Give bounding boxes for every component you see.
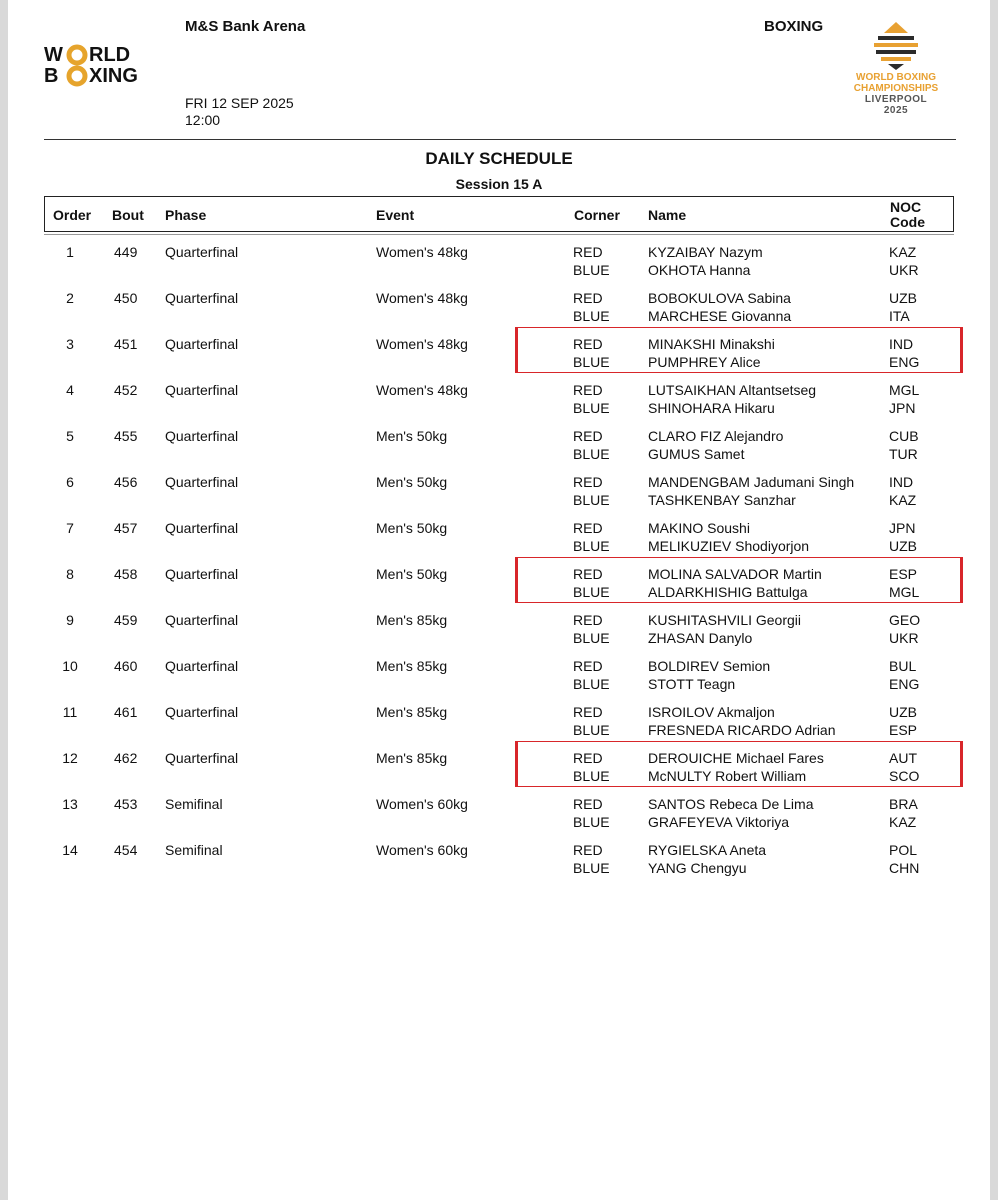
blue-corner-boxer-name: MARCHESE Giovanna	[648, 308, 792, 324]
bout-event: Men's 50kg	[376, 520, 448, 536]
event-date: FRI 12 SEP 2025	[185, 95, 294, 111]
bout-phase: Quarterfinal	[165, 704, 239, 720]
red-corner-noc-code: KAZ	[889, 244, 917, 260]
blue-corner-label: BLUE	[573, 538, 610, 554]
red-corner-noc-code: POL	[889, 842, 918, 858]
blue-corner-label: BLUE	[573, 400, 610, 416]
championships-line-1: WORLD BOXING	[856, 72, 936, 83]
bout-number: 457	[114, 520, 138, 536]
red-corner-noc-code: BRA	[889, 796, 918, 812]
bout-number: 454	[114, 842, 138, 858]
bout-event: Men's 85kg	[376, 750, 448, 766]
bout-phase: Quarterfinal	[165, 474, 239, 490]
red-corner-boxer-name: BOBOKULOVA Sabina	[648, 290, 791, 306]
bout-event: Women's 48kg	[376, 290, 468, 306]
bout-event: Women's 60kg	[376, 842, 468, 858]
blue-corner-label: BLUE	[573, 630, 610, 646]
column-header-order: Order	[53, 207, 92, 223]
blue-corner-label: BLUE	[573, 768, 610, 784]
document-title: DAILY SCHEDULE	[425, 149, 573, 168]
blue-corner-boxer-name: GRAFEYEVA Viktoriya	[648, 814, 790, 830]
bout-phase: Quarterfinal	[165, 244, 239, 260]
table-row	[44, 282, 954, 328]
red-corner-noc-code: AUT	[889, 750, 917, 766]
bout-number: 449	[114, 244, 138, 260]
red-corner-noc-code: IND	[889, 336, 914, 352]
svg-text:RLD: RLD	[89, 44, 131, 66]
bout-phase: Semifinal	[165, 796, 223, 812]
bout-event: Men's 50kg	[376, 566, 448, 582]
red-corner-boxer-name: SANTOS Rebeca De Lima	[648, 796, 814, 812]
red-corner-label: RED	[573, 658, 603, 674]
bout-phase: Quarterfinal	[165, 428, 239, 444]
red-corner-boxer-name: MINAKSHI Minakshi	[648, 336, 775, 352]
red-corner-noc-code: UZB	[889, 290, 917, 306]
red-corner-noc-code: IND	[889, 474, 914, 490]
bout-order: 13	[62, 796, 78, 812]
bout-event: Men's 85kg	[376, 658, 448, 674]
bout-phase: Quarterfinal	[165, 612, 239, 628]
column-header-noc-line2: Code	[890, 214, 925, 230]
blue-corner-noc-code: KAZ	[889, 492, 917, 508]
column-header-event: Event	[376, 207, 415, 223]
table-row	[44, 420, 954, 466]
table-row	[44, 466, 954, 512]
bout-order: 7	[66, 520, 74, 536]
championships-line-4: 2025	[883, 105, 909, 116]
championships-emblem-icon	[868, 20, 924, 72]
championships-logo	[842, 20, 950, 116]
bout-order: 2	[66, 290, 74, 306]
blue-corner-noc-code: CHN	[889, 860, 920, 876]
table-row	[44, 650, 954, 696]
highlight-box	[515, 741, 963, 787]
bout-number: 461	[114, 704, 138, 720]
table-row	[44, 374, 954, 420]
blue-corner-noc-code: MGL	[889, 584, 920, 600]
blue-corner-noc-code: UZB	[889, 538, 917, 554]
blue-corner-boxer-name: YANG Chengyu	[648, 860, 747, 876]
table-row	[44, 604, 954, 650]
blue-corner-label: BLUE	[573, 814, 610, 830]
bout-number: 452	[114, 382, 138, 398]
blue-corner-noc-code: ENG	[889, 676, 920, 692]
blue-corner-label: BLUE	[573, 492, 610, 508]
bout-phase: Quarterfinal	[165, 750, 239, 766]
championships-line-3: LIVERPOOL	[864, 94, 928, 105]
bout-number: 456	[114, 474, 138, 490]
bout-order: 5	[66, 428, 74, 444]
bout-order: 1	[66, 244, 74, 260]
red-corner-label: RED	[573, 336, 603, 352]
bout-number: 459	[114, 612, 138, 628]
bout-phase: Quarterfinal	[165, 382, 239, 398]
blue-corner-label: BLUE	[573, 308, 610, 324]
bout-order: 14	[62, 842, 78, 858]
blue-corner-noc-code: ITA	[889, 308, 910, 324]
bout-order: 9	[66, 612, 74, 628]
column-header-bout: Bout	[112, 207, 144, 223]
bout-order: 8	[66, 566, 74, 582]
bout-event: Women's 60kg	[376, 796, 468, 812]
bout-phase: Quarterfinal	[165, 520, 239, 536]
red-corner-noc-code: MGL	[889, 382, 920, 398]
bout-phase: Quarterfinal	[165, 658, 239, 674]
bout-phase: Semifinal	[165, 842, 223, 858]
blue-corner-noc-code: UKR	[889, 262, 919, 278]
red-corner-label: RED	[573, 704, 603, 720]
bout-order: 10	[62, 658, 78, 674]
session-label: Session 15 A	[455, 176, 543, 192]
bout-order: 3	[66, 336, 74, 352]
blue-corner-noc-code: JPN	[889, 400, 916, 416]
red-corner-boxer-name: MAKINO Soushi	[648, 520, 750, 536]
blue-corner-boxer-name: TASHKENBAY Sanzhar	[648, 492, 796, 508]
red-corner-noc-code: CUB	[889, 428, 919, 444]
bout-number: 453	[114, 796, 138, 812]
table-row	[44, 696, 954, 742]
world-boxing-wordmark-icon	[44, 44, 169, 88]
red-corner-label: RED	[573, 842, 603, 858]
red-corner-label: RED	[573, 244, 603, 260]
blue-corner-boxer-name: MELIKUZIEV Shodiyorjon	[648, 538, 810, 554]
red-corner-label: RED	[573, 612, 603, 628]
bout-number: 451	[114, 336, 138, 352]
table-row	[44, 788, 954, 834]
table-header	[44, 196, 954, 232]
blue-corner-label: BLUE	[573, 446, 610, 462]
red-corner-boxer-name: CLARO FIZ Alejandro	[648, 428, 784, 444]
bout-order: 6	[66, 474, 74, 490]
bout-number: 450	[114, 290, 138, 306]
championships-line-2: CHAMPIONSHIPS	[853, 83, 939, 94]
red-corner-label: RED	[573, 428, 603, 444]
bout-number: 455	[114, 428, 138, 444]
red-corner-noc-code: ESP	[889, 566, 918, 582]
bout-event: Women's 48kg	[376, 382, 468, 398]
blue-corner-boxer-name: FRESNEDA RICARDO Adrian	[648, 722, 836, 738]
blue-corner-boxer-name: SHINOHARA Hikaru	[648, 400, 775, 416]
red-corner-label: RED	[573, 750, 603, 766]
bout-number: 462	[114, 750, 138, 766]
svg-text:XING: XING	[89, 65, 138, 87]
event-time: 12:00	[185, 112, 221, 128]
table-row	[44, 236, 954, 282]
bout-event: Women's 48kg	[376, 336, 468, 352]
red-corner-boxer-name: LUTSAIKHAN Altantsetseg	[648, 382, 817, 398]
bout-event: Men's 50kg	[376, 474, 448, 490]
blue-corner-label: BLUE	[573, 676, 610, 692]
blue-corner-boxer-name: STOTT Teagn	[648, 676, 736, 692]
red-corner-boxer-name: ISROILOV Akmaljon	[648, 704, 775, 720]
table-row	[44, 512, 954, 558]
red-corner-label: RED	[573, 796, 603, 812]
blue-corner-noc-code: KAZ	[889, 814, 917, 830]
bout-order: 12	[62, 750, 78, 766]
svg-text:W: W	[44, 44, 63, 66]
red-corner-label: RED	[573, 382, 603, 398]
red-corner-boxer-name: KYZAIBAY Nazym	[648, 244, 763, 260]
column-header-name: Name	[648, 207, 687, 223]
red-corner-boxer-name: DEROUICHE Michael Fares	[648, 750, 824, 766]
blue-corner-noc-code: ESP	[889, 722, 918, 738]
bout-event: Women's 48kg	[376, 244, 468, 260]
world-boxing-logo	[44, 44, 169, 88]
red-corner-noc-code: GEO	[889, 612, 921, 628]
blue-corner-boxer-name: OKHOTA Hanna	[648, 262, 751, 278]
bout-order: 11	[62, 704, 78, 720]
bout-event: Men's 85kg	[376, 612, 448, 628]
blue-corner-boxer-name: ALDARKHISHIG Battulga	[648, 584, 808, 600]
blue-corner-label: BLUE	[573, 262, 610, 278]
red-corner-boxer-name: MANDENGBAM Jadumani Singh	[648, 474, 855, 490]
bout-phase: Quarterfinal	[165, 566, 239, 582]
bout-event: Men's 50kg	[376, 428, 448, 444]
column-header-corner: Corner	[574, 207, 620, 223]
blue-corner-noc-code: ENG	[889, 354, 920, 370]
venue-name: M&S Bank Arena	[185, 18, 306, 35]
blue-corner-boxer-name: ZHASAN Danylo	[648, 630, 753, 646]
table-row	[44, 834, 954, 880]
highlight-box	[515, 557, 963, 603]
blue-corner-boxer-name: PUMPHREY Alice	[648, 354, 761, 370]
bout-phase: Quarterfinal	[165, 336, 239, 352]
red-corner-noc-code: JPN	[889, 520, 916, 536]
blue-corner-boxer-name: GUMUS Samet	[648, 446, 745, 462]
column-header-noc-line1: NOC	[890, 199, 922, 215]
blue-corner-label: BLUE	[573, 722, 610, 738]
svg-text:B: B	[44, 65, 59, 87]
blue-corner-noc-code: SCO	[889, 768, 920, 784]
red-corner-noc-code: BUL	[889, 658, 917, 674]
red-corner-boxer-name: KUSHITASHVILI Georgii	[648, 612, 802, 628]
red-corner-boxer-name: MOLINA SALVADOR Martin	[648, 566, 822, 582]
column-header-phase: Phase	[165, 207, 207, 223]
column-header-noc	[890, 200, 925, 230]
sport-label: BOXING	[764, 18, 824, 35]
red-corner-boxer-name: RYGIELSKA Aneta	[648, 842, 767, 858]
blue-corner-noc-code: TUR	[889, 446, 918, 462]
bout-order: 4	[66, 382, 74, 398]
blue-corner-label: BLUE	[573, 584, 610, 600]
bout-phase: Quarterfinal	[165, 290, 239, 306]
red-corner-label: RED	[573, 474, 603, 490]
red-corner-label: RED	[573, 520, 603, 536]
header-divider	[44, 139, 956, 140]
blue-corner-noc-code: UKR	[889, 630, 919, 646]
highlight-box	[515, 327, 963, 373]
blue-corner-boxer-name: McNULTY Robert William	[648, 768, 807, 784]
table-header-rule	[44, 234, 954, 235]
red-corner-boxer-name: BOLDIREV Semion	[648, 658, 771, 674]
red-corner-noc-code: UZB	[889, 704, 917, 720]
red-corner-label: RED	[573, 290, 603, 306]
blue-corner-label: BLUE	[573, 860, 610, 876]
red-corner-label: RED	[573, 566, 603, 582]
blue-corner-label: BLUE	[573, 354, 610, 370]
bout-number: 458	[114, 566, 138, 582]
bout-event: Men's 85kg	[376, 704, 448, 720]
bout-number: 460	[114, 658, 138, 674]
